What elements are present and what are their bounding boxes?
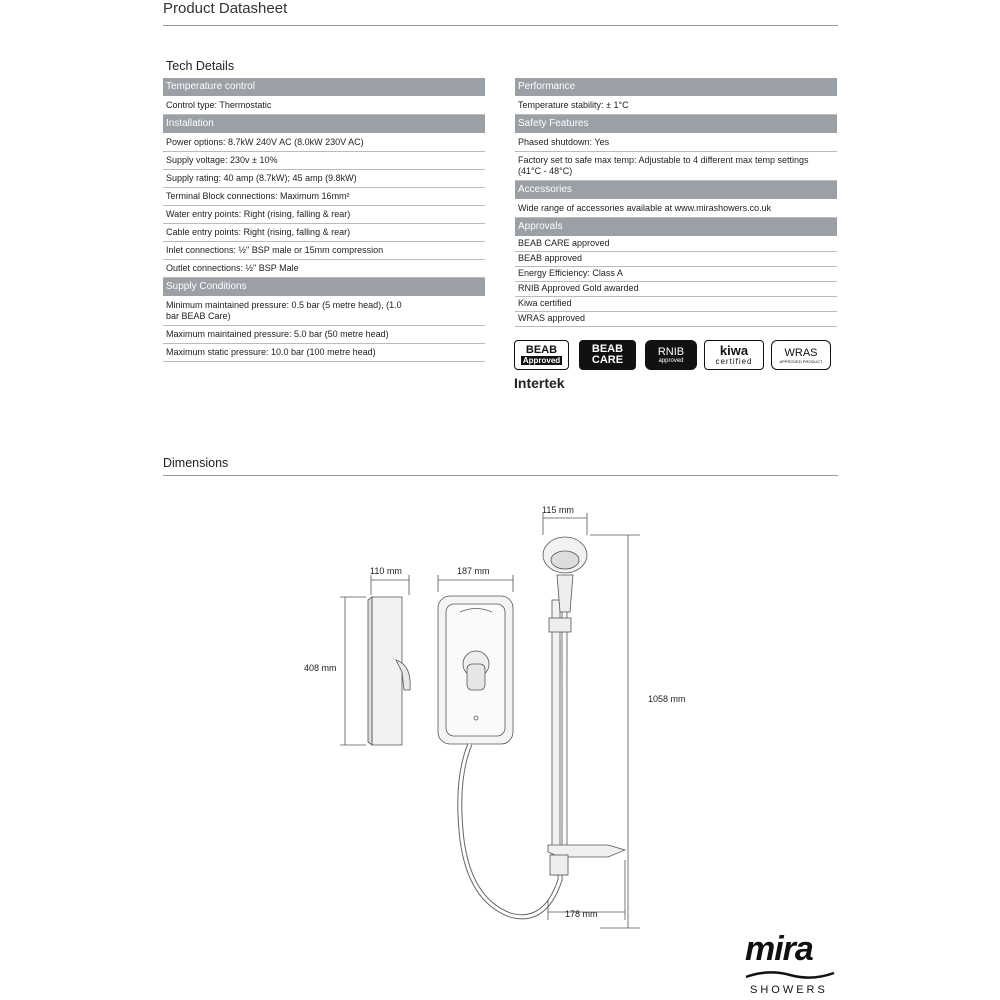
- spec-row: Supply rating: 40 amp (8.7kW); 45 amp (9.8kW): [163, 170, 485, 188]
- spec-row: Phased shutdown: Yes: [515, 134, 837, 152]
- spec-row: Supply voltage: 230v ± 10%: [163, 152, 485, 170]
- spec-row: Factory set to safe max temp: Adjustable to 4 different max temp settings (41°C - 48°C): [515, 152, 837, 181]
- page-title: Product Datasheet: [163, 0, 288, 17]
- height-label: 408 mm: [304, 663, 337, 673]
- depth-label: 110 mm: [370, 566, 402, 576]
- spec-row: WRAS approved: [515, 312, 837, 327]
- section-header: Safety Features: [515, 115, 837, 133]
- mira-logo-subtext: SHOWERS: [750, 984, 828, 996]
- section-header: Temperature control: [163, 78, 485, 96]
- rail-height-label: 1058 mm: [648, 694, 686, 704]
- spec-row: Minimum maintained pressure: 0.5 bar (5 metre head), (1.0 bar BEAB Care): [163, 297, 485, 326]
- intertek-logo: Intertek: [514, 375, 565, 391]
- rnib-logo-text: RNIB: [657, 345, 685, 358]
- wras-logo-text: WRAS: [784, 346, 818, 359]
- spec-row: Wide range of accessories available at www.mirashowers.co.uk: [515, 200, 837, 218]
- spec-row: Outlet connections: ½" BSP Male: [163, 260, 485, 278]
- spec-row: Kiwa certified: [515, 297, 837, 312]
- spec-row: Control type: Thermostatic: [163, 97, 485, 115]
- wave-icon: [744, 968, 836, 982]
- spec-row: Maximum static pressure: 10.0 bar (100 metre head): [163, 344, 485, 362]
- care-logo-text: BEAB: [591, 343, 624, 355]
- width-label: 187 mm: [457, 566, 490, 576]
- mira-logo: mira: [745, 930, 813, 968]
- dimensions-title: Dimensions: [163, 456, 229, 470]
- rnib-logo-subtext: approved: [658, 357, 684, 364]
- wras-logo-subtext: APPROVED PRODUCT: [779, 358, 823, 364]
- spec-row: RNIB Approved Gold awarded: [515, 282, 837, 297]
- section-header: Supply Conditions: [163, 278, 485, 296]
- care-logo-subtext: CARE: [591, 354, 624, 366]
- spec-row: Maximum maintained pressure: 5.0 bar (50 metre head): [163, 326, 485, 344]
- kiwa-logo-text: kiwa: [719, 343, 749, 358]
- spec-row: Power options: 8.7kW 240V AC (8.0kW 230V AC): [163, 134, 485, 152]
- kiwa-logo-subtext: certified: [715, 357, 753, 366]
- spec-row: BEAB CARE approved: [515, 237, 837, 252]
- beab-logo-text: BEAB: [525, 344, 558, 356]
- section-header: Performance: [515, 78, 837, 96]
- tech-details-title: Tech Details: [166, 59, 235, 73]
- head-width-label: 115 mm: [542, 505, 574, 515]
- soap-dish-label: 178 mm: [565, 909, 598, 919]
- section-header: Approvals: [515, 218, 837, 236]
- spec-row: Temperature stability: ± 1°C: [515, 97, 837, 115]
- section-header: Accessories: [515, 181, 837, 199]
- beab-logo-subtext: Approved: [522, 356, 561, 365]
- spec-row: Cable entry points: Right (rising, falling & rear): [163, 224, 485, 242]
- spec-row: Energy Efficiency: Class A: [515, 267, 837, 282]
- section-header: Installation: [163, 115, 485, 133]
- spec-row: BEAB approved: [515, 252, 837, 267]
- spec-row: Terminal Block connections: Maximum 16mm²: [163, 188, 485, 206]
- spec-row: Water entry points: Right (rising, falling & rear): [163, 206, 485, 224]
- spec-row: Inlet connections: ½" BSP male or 15mm compression: [163, 242, 485, 260]
